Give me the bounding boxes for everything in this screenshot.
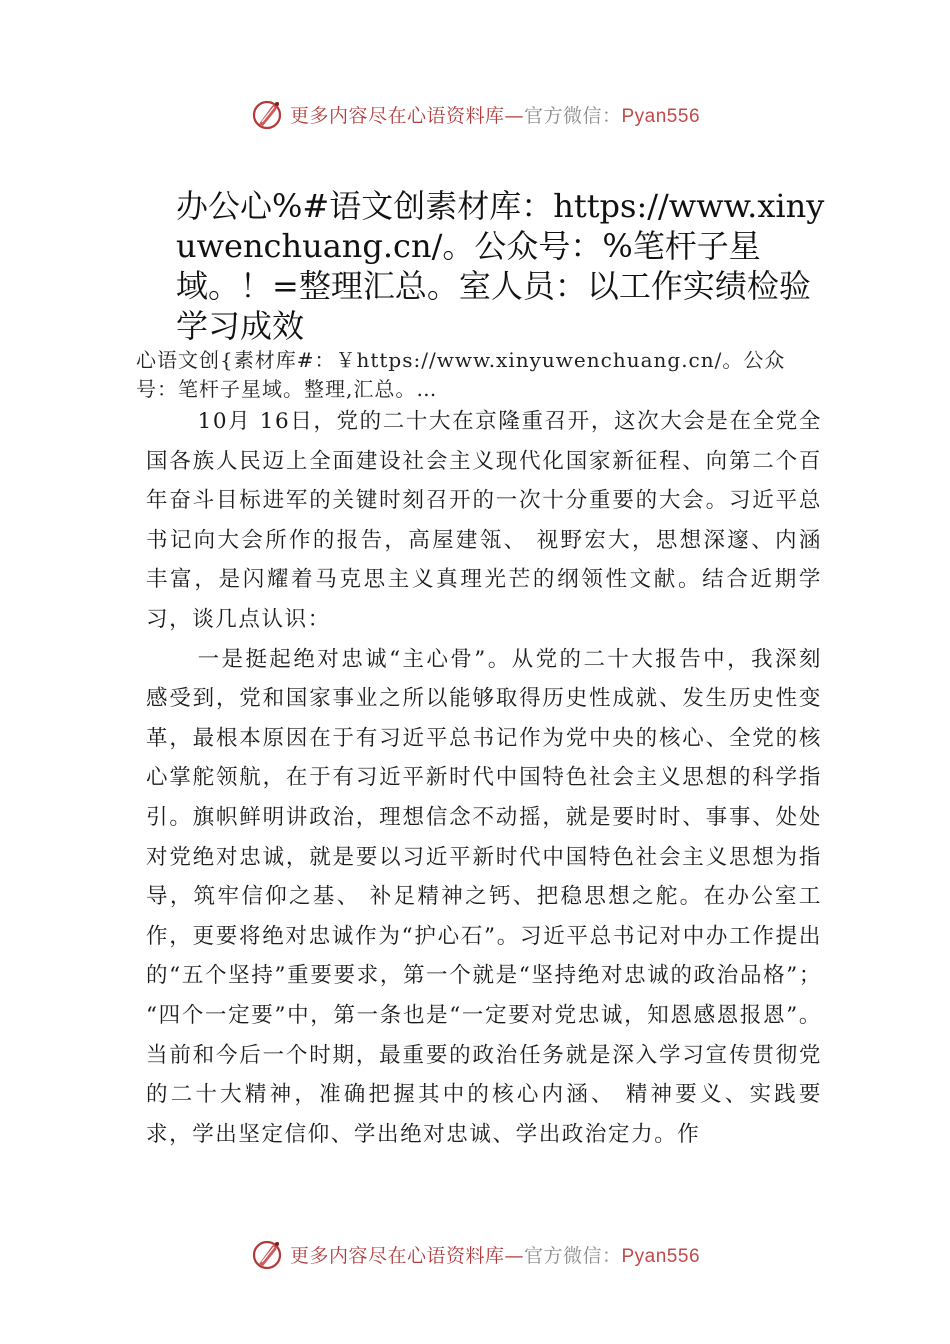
footer-banner [0,1232,950,1276]
document-body [146,402,822,1154]
document-title: 办公心%#语文创素材库：https://www.xinyuwenchuang.cn/。公众号：%笔杆子星域。！=整理汇总。室人员：以工作实绩检验学习成效 [176,187,825,345]
banner-text: 更多内容尽在心语资料库—官方微信：Pyan556 [289,104,701,127]
banner-text: 更多内容尽在心语资料库—官方微信：Pyan556 [289,1244,701,1267]
pen-nib-logo-icon [250,96,286,132]
pen-nib-logo-icon [250,1236,286,1272]
paragraph-2: 一是挺起绝对忠诚“主心骨”。从党的二十大报告中，我深刻感受到，党和国家事业之所以能够取得历史性成就、发生历史性变革，最根本原因在于有习近平总书记作为党中央的核心、全党的核心掌舵领航，在于有习近平新时代中国特色社会主义思想的科学指引。旗帜鲜明讲政治，理想信念不动摇，就是要时时、事事、处处对党绝对忠诚，就是要以习近平新时代中国特色社会主义思想为指导，筑牢信仰之基、 补足精神之钙、把稳思想之舵。在办公室工作，更要将绝对忠诚作为“护心石”。习近平总书记对中办工作提出的“五个坚持”重要要求，第一个就是“坚持绝对忠诚的政治品格”； “四个一定要”中，第一条也是“一定要对党忠诚，知恩感恩报恩”。当前和今后一个时期，最重要的政治任务就是深入学习宣传贯彻党的二十大精神，准确把握其中的核心内涵、 精神要义、实践要求，学出坚定信仰、学出绝对忠诚、学出政治定力。作 [146,646,822,1147]
paragraph-1: 10月 16日，党的二十大在京隆重召开，这次大会是在全党全国各族人民迈上全面建设社会主义现代化国家新征程、向第二个百年奋斗目标进军的关键时刻召开的一次十分重要的大会。习近平总书记向大会所作的报告，高屋建瓴、 视野宏大，思想深邃、内涵丰富，是闪耀着马克思主义真理光芒的纲领性文献。结合近期学习，谈几点认识： [146,409,822,632]
document-subtitle: 心语文创{素材库#：￥https://www.xinyuwenchuang.cn/。公众号：笔杆子星域。整理,汇总。… [136,348,786,401]
header-banner [0,92,950,136]
